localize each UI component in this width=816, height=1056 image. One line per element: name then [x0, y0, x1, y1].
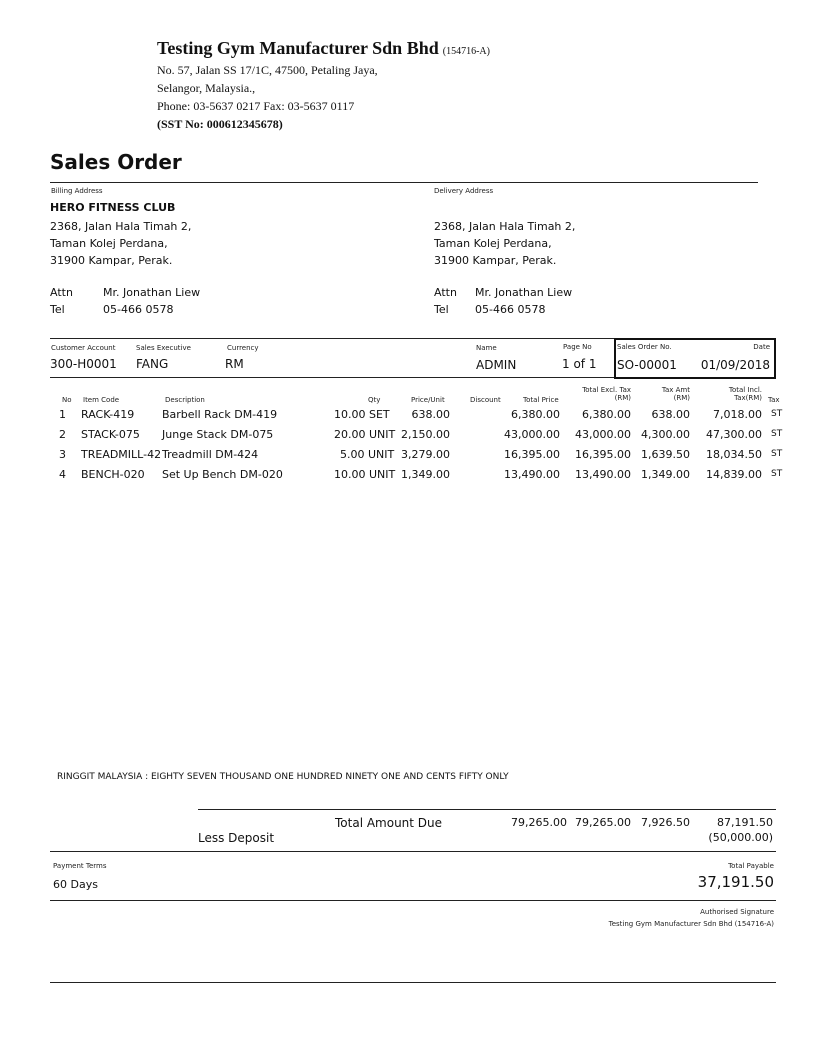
- col-excl-header: [560, 386, 631, 402]
- row-excl: 13,490.00: [575, 468, 631, 481]
- row-qty: 5.00 UNIT: [340, 448, 395, 461]
- row-price: 2,150.00: [401, 428, 450, 441]
- billing-tel-label: Tel: [50, 303, 65, 316]
- company-address-line1: No. 57, Jalan SS 17/1C, 47500, Petaling Jaya,: [157, 63, 378, 77]
- row-tax: ST: [771, 469, 783, 479]
- delivery-attn: Mr. Jonathan Liew: [475, 286, 573, 299]
- row-qty: 10.00 UNIT: [334, 468, 396, 481]
- row-total: 43,000.00: [504, 428, 560, 441]
- sales-order-no: SO-00001: [617, 358, 677, 372]
- row-code: STACK-075: [81, 428, 140, 441]
- row-no: 3: [59, 448, 66, 461]
- row-incl: 7,018.00: [713, 408, 762, 421]
- row-taxamt: 4,300.00: [641, 428, 690, 441]
- delivery-line1: 2368, Jalan Hala Timah 2,: [434, 220, 576, 233]
- total-payable: 37,191.50: [697, 873, 774, 891]
- delivery-line3: 31900 Kampar, Perak.: [434, 254, 557, 267]
- row-excl: 43,000.00: [575, 428, 631, 441]
- col-no-header: No: [62, 396, 72, 404]
- currency-label: Currency: [227, 344, 259, 352]
- totals-bottom-divider: [50, 851, 776, 852]
- row-tax: ST: [771, 449, 783, 459]
- row-code: BENCH-020: [81, 468, 145, 481]
- row-taxamt: 1,349.00: [641, 468, 690, 481]
- totals-top-divider: [198, 809, 776, 810]
- document-title: Sales Order: [50, 150, 182, 174]
- delivery-address-label: Delivery Address: [434, 187, 494, 195]
- billing-address-label: Billing Address: [51, 187, 103, 195]
- col-tax-header: Tax: [768, 396, 780, 404]
- company-header: [157, 38, 490, 59]
- row-price: 638.00: [411, 408, 450, 421]
- col-desc-header: Description: [165, 396, 205, 404]
- delivery-tel: 05-466 0578: [475, 303, 546, 316]
- row-taxamt: 638.00: [651, 408, 690, 421]
- name-label: Name: [476, 344, 497, 352]
- company-reg-no: (154716-A): [442, 46, 490, 57]
- billing-address: [50, 218, 191, 269]
- amount-in-words: RINGGIT MALAYSIA : EIGHTY SEVEN THOUSAND ONE HUNDRED NINETY ONE AND CENTS FIFTY ONLY: [57, 772, 509, 782]
- row-desc: Barbell Rack DM-419: [162, 408, 278, 421]
- col-incl-header-line2: Tax(RM): [734, 394, 762, 402]
- row-incl: 14,839.00: [706, 468, 762, 481]
- row-code: RACK-419: [81, 408, 135, 421]
- company-phone-fax: Phone: 03-5637 0217 Fax: 03-5637 0117: [157, 99, 355, 113]
- row-code: TREADMILL-42: [81, 448, 161, 461]
- row-taxamt: 1,639.50: [641, 448, 690, 461]
- row-excl: 16,395.00: [575, 448, 631, 461]
- col-taxamt-header-line2: (RM): [673, 394, 690, 402]
- name-value: ADMIN: [476, 358, 517, 372]
- delivery-address: [434, 218, 575, 269]
- payment-terms: 60 Days: [53, 878, 98, 891]
- delivery-attn-label: Attn: [434, 286, 457, 299]
- sales-order-no-label: Sales Order No.: [617, 343, 672, 351]
- row-total: 13,490.00: [504, 468, 560, 481]
- customer-account: 300-H0001: [50, 357, 117, 371]
- total-excl-sum: 79,265.00: [575, 816, 631, 829]
- row-desc: Treadmill DM-424: [162, 448, 259, 461]
- row-excl: 6,380.00: [582, 408, 631, 421]
- sales-exec-label: Sales Executive: [136, 344, 191, 352]
- row-price: 1,349.00: [401, 468, 450, 481]
- footer-divider: [50, 982, 776, 983]
- signature-company: Testing Gym Manufacturer Sdn Bhd (154716-A): [608, 920, 774, 928]
- col-taxamt-header: [640, 386, 690, 402]
- row-qty: 20.00 UNIT: [334, 428, 396, 441]
- total-payable-label: Total Payable: [728, 862, 774, 870]
- page-no-label: Page No: [563, 343, 592, 351]
- delivery-line2: Taman Kolej Perdana,: [434, 237, 552, 250]
- billing-line3: 31900 Kampar, Perak.: [50, 254, 173, 267]
- col-excl-header-line2: (RM): [614, 394, 631, 402]
- currency: RM: [225, 357, 244, 371]
- meta-bottom-divider: [50, 377, 614, 378]
- payment-divider: [50, 900, 776, 901]
- delivery-tel-label: Tel: [434, 303, 449, 316]
- col-excl-header-line1: Total Excl. Tax: [582, 386, 631, 394]
- meta-top-divider: [50, 338, 614, 339]
- col-incl-header: [705, 386, 762, 402]
- page-no: 1 of 1: [562, 357, 597, 371]
- date-label: Date: [753, 343, 770, 351]
- less-deposit-value: (50,000.00): [708, 831, 773, 844]
- row-desc: Junge Stack DM-075: [162, 428, 274, 441]
- authorised-signature-label: Authorised Signature: [700, 908, 774, 916]
- date-value: 01/09/2018: [700, 358, 770, 372]
- row-incl: 18,034.50: [706, 448, 762, 461]
- customer-account-label: Customer Account: [51, 344, 116, 352]
- row-qty: 10.00 SET: [334, 408, 390, 421]
- row-price: 3,279.00: [401, 448, 450, 461]
- row-desc: Set Up Bench DM-020: [162, 468, 283, 481]
- row-no: 4: [59, 468, 66, 481]
- company-address: [157, 61, 378, 133]
- col-total-header: Total Price: [523, 396, 559, 404]
- row-incl: 47,300.00: [706, 428, 762, 441]
- col-incl-header-line1: Total Incl.: [728, 386, 762, 394]
- col-price-header: Price/Unit: [411, 396, 445, 404]
- company-name: Testing Gym Manufacturer Sdn Bhd: [157, 38, 439, 58]
- col-qty-header: Qty: [368, 396, 381, 404]
- company-address-line2: Selangor, Malaysia.,: [157, 81, 256, 95]
- total-amount-due-label: Total Amount Due: [335, 816, 443, 830]
- billing-tel: 05-466 0578: [103, 303, 174, 316]
- title-divider: [50, 182, 758, 183]
- billing-attn: Mr. Jonathan Liew: [103, 286, 201, 299]
- col-taxamt-header-line1: Tax Amt: [661, 386, 690, 394]
- total-taxamt-sum: 7,926.50: [641, 816, 690, 829]
- company-sst: (SST No: 000612345678): [157, 117, 283, 131]
- billing-line2: Taman Kolej Perdana,: [50, 237, 168, 250]
- row-total: 16,395.00: [504, 448, 560, 461]
- row-no: 1: [59, 408, 66, 421]
- total-incl-sum: 87,191.50: [717, 816, 773, 829]
- payment-terms-label: Payment Terms: [53, 862, 107, 870]
- row-tax: ST: [771, 409, 783, 419]
- row-no: 2: [59, 428, 66, 441]
- sales-exec: FANG: [136, 357, 169, 371]
- less-deposit-label: Less Deposit: [198, 831, 275, 845]
- billing-attn-label: Attn: [50, 286, 73, 299]
- total-price-sum: 79,265.00: [511, 816, 567, 829]
- billing-line1: 2368, Jalan Hala Timah 2,: [50, 220, 192, 233]
- col-discount-header: Discount: [470, 396, 501, 404]
- billing-name: HERO FITNESS CLUB: [50, 201, 176, 214]
- col-code-header: Item Code: [83, 396, 120, 404]
- row-total: 6,380.00: [511, 408, 560, 421]
- row-tax: ST: [771, 429, 783, 439]
